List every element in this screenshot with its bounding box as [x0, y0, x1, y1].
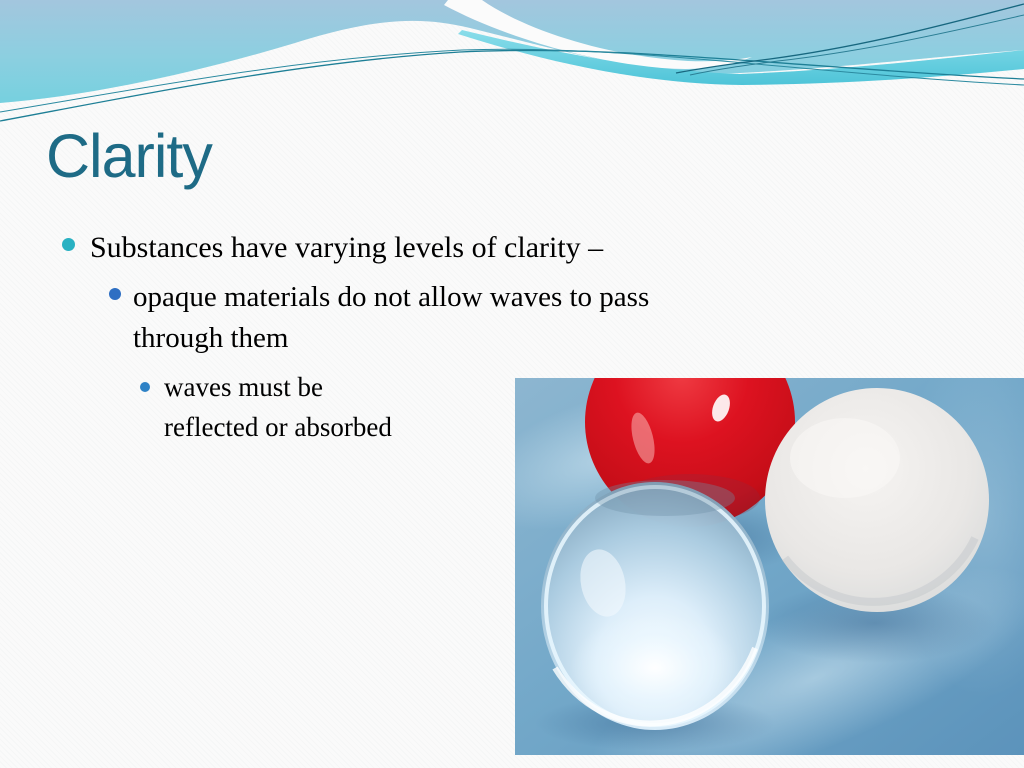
bullet-dot-level2: [109, 288, 121, 300]
bullet-level3-line1: waves must be: [164, 372, 323, 402]
clarity-photo: [515, 378, 1024, 755]
bullet-level2-line2: through them: [133, 322, 289, 354]
bullet-dot-level3: [140, 382, 150, 392]
bullet-dot-level1: [62, 238, 75, 251]
slide-title: Clarity: [46, 122, 212, 190]
bullet-level3-line2: reflected or absorbed: [164, 412, 392, 442]
bullet-level1: [90, 227, 603, 268]
bullet-level2-line1: opaque materials do not allow waves to pass: [133, 281, 650, 313]
bullet-level1-line1: Substances have varying levels of clarity –: [90, 231, 604, 264]
bullet-level3: [164, 367, 392, 447]
bullet-level2: [133, 277, 649, 359]
photo-clear-glass-ball: [541, 480, 769, 730]
photo-frosted-ball: [765, 388, 989, 612]
